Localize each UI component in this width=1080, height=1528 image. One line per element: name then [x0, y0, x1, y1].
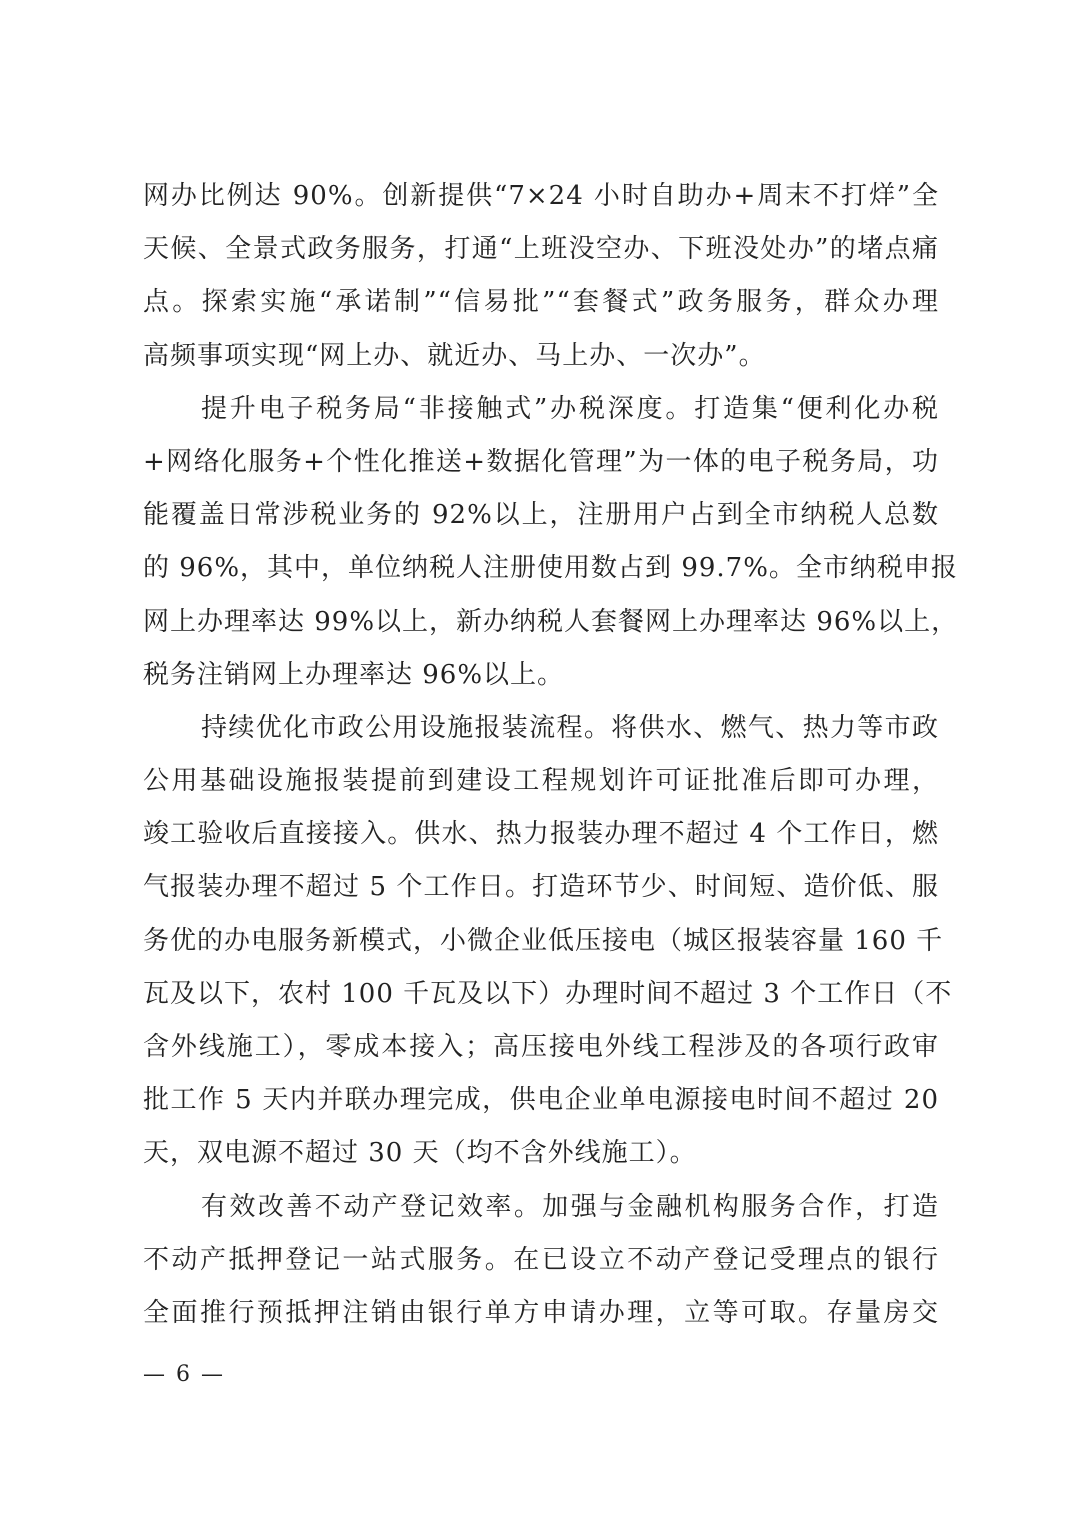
paragraph-online-services: [143, 174, 939, 387]
text-line: 不动产抵押登记一站式服务。在已设立不动产登记受理点的银行: [143, 1244, 939, 1275]
text-line: 高频事项实现“网上办、就近办、马上办、一次办”。: [143, 340, 766, 371]
text-line: +网络化服务+个性化推送+数据化管理”为一体的电子税务局，功: [143, 446, 939, 477]
text-line: 税务注销网上办理率达 96%以上。: [143, 659, 565, 690]
text-line: 提升电子税务局“非接触式”办税深度。打造集“便利化办税: [201, 393, 939, 424]
body-text: [143, 174, 959, 1344]
paragraph-real-estate-registration: [143, 1185, 939, 1345]
text-line: 持续优化市政公用设施报装流程。将供水、燃气、热力等市政: [201, 712, 939, 743]
paragraph-e-tax-bureau: [143, 387, 959, 706]
text-line: 含外线施工），零成本接入；高压接电外线工程涉及的各项行政审: [143, 1032, 939, 1062]
text-line: 的 96%，其中，单位纳税人注册使用数占到 99.7%。全市纳税申报: [143, 553, 958, 584]
text-line: 能覆盖日常涉税业务的 92%以上，注册用户占到全市纳税人总数: [143, 500, 939, 531]
text-line: 全面推行预抵押注销由银行单方申请办理，立等可取。存量房交: [143, 1297, 939, 1328]
paragraph-utilities-installation: [143, 706, 953, 1185]
text-line: 天，双电源不超过 30 天（均不含外线施工）。: [143, 1138, 697, 1169]
page-number: — 6 —: [143, 1362, 225, 1387]
text-line: 竣工验收后直接接入。供水、热力报装办理不超过 4 个工作日，燃: [143, 819, 939, 850]
text-line: 有效改善不动产登记效率。加强与金融机构服务合作，打造: [201, 1191, 939, 1222]
text-line: 批工作 5 天内并联办理完成，供电企业单电源接电时间不超过 20: [143, 1085, 939, 1116]
text-line: 天候、全景式政务服务，打通“上班没空办、下班没处办”的堵点痛: [143, 234, 939, 265]
text-line: 点。探索实施“承诺制”“信易批”“套餐式”政务服务，群众办理: [143, 287, 939, 318]
text-line: 务优的办电服务新模式，小微企业低压接电（城区报装容量 160 千: [143, 925, 944, 956]
text-line: 公用基础设施报装提前到建设工程规划许可证批准后即可办理，: [143, 766, 939, 797]
text-line: 网上办理率达 99%以上，新办纳税人套餐网上办理率达 96%以上，: [143, 606, 959, 637]
text-line: 气报装办理不超过 5 个工作日。打造环节少、时间短、造价低、服: [143, 872, 939, 903]
text-line: 网办比例达 90%。创新提供“7×24 小时自助办+周末不打烊”全: [143, 181, 939, 211]
text-line: 瓦及以下，农村 100 千瓦及以下）办理时间不超过 3 个工作日（不: [143, 978, 953, 1009]
